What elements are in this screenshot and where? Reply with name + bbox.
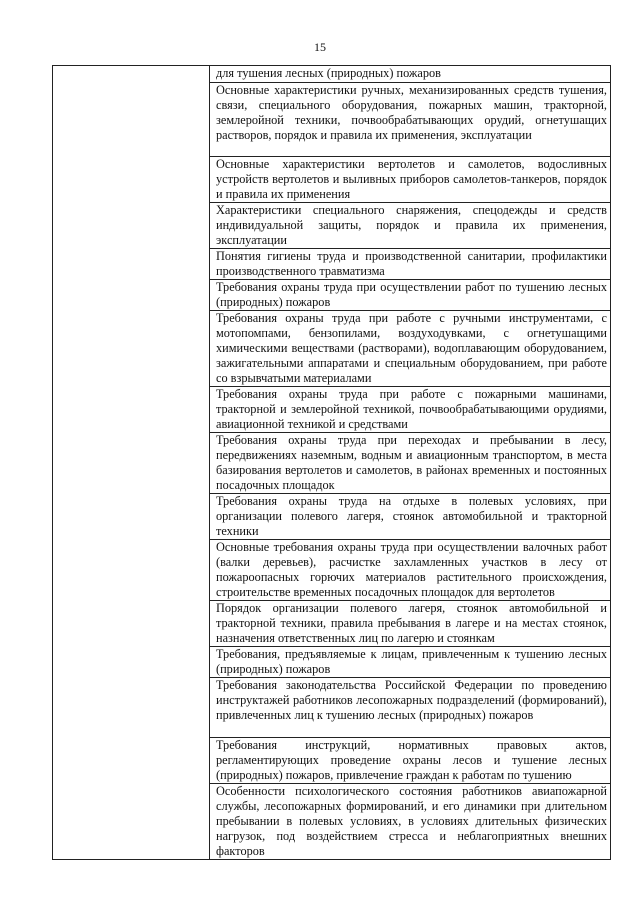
knowledge-text: Требования, предъявляемые к лицам, привлеченным к тушению лесных (природных) пожаров <box>216 647 607 676</box>
knowledge-cell <box>210 311 611 387</box>
knowledge-cell <box>210 433 611 494</box>
knowledge-text: Основные требования охраны труда при осуществлении валочных работ (валки деревьев), расчистке захламленных участков в лесу от пожароопасных горючих материалов растительного происхождения, строительстве временных посадочных площадок для вертолетов <box>216 540 607 599</box>
knowledge-cell <box>210 203 611 249</box>
knowledge-text: Требования охраны труда при работе с ручными инструментами, с мотопомпами, бензопилами, воздуходувками, с огнетушащими химическими веществами (растворами), водоплавающим оборудованием, зажигательными аппаратами и специальным оборудованием, при работе со взрывчатыми материалами <box>216 311 607 385</box>
knowledge-cell <box>210 280 611 311</box>
knowledge-text: для тушения лесных (природных) пожаров <box>216 66 441 80</box>
knowledge-text: Требования охраны труда при работе с пожарными машинами, тракторной и землеройной техникой, почвообрабатывающими орудиями, авиационной техникой и средствами <box>216 387 607 431</box>
knowledge-text: Требования инструкций, нормативных правовых актов, регламентирующих проведение охраны лесов и тушение лесных (природных) пожаров, привлечение граждан к работам по тушению <box>216 738 607 782</box>
knowledge-text: Требования законодательства Российской Федерации по проведению инструктажей работников лесопожарных подразделений (формирований), привлеченных лиц к тушению лесных (природных) пожаров <box>216 678 607 722</box>
knowledge-cell <box>210 540 611 601</box>
knowledge-cell <box>210 601 611 647</box>
knowledge-cell <box>210 249 611 280</box>
knowledge-cell <box>210 387 611 433</box>
knowledge-cell <box>210 738 611 784</box>
left-cell <box>53 66 210 860</box>
knowledge-cell <box>210 647 611 678</box>
knowledge-text: Требования охраны труда при переходах и пребывании в лесу, передвижениях наземным, водным и авиационным транспортом, в места базирования вертолетов и самолетов, в районах временных и постоянных посадочных площадок <box>216 433 607 492</box>
knowledge-cell <box>210 494 611 540</box>
knowledge-text: Требования охраны труда при осуществлении работ по тушению лесных (природных) пожаров <box>216 280 607 309</box>
knowledge-cell <box>210 157 611 203</box>
knowledge-text: Понятия гигиены труда и производственной санитарии, профилактики производственного травматизма <box>216 249 607 278</box>
table-row <box>53 66 611 83</box>
knowledge-cell <box>210 784 611 860</box>
knowledge-text: Особенности психологического состояния работников авиапожарной службы, лесопожарных формирований, и его динамики при длительном пребывании в полевых условиях, в условиях длительных физических нагрузок, под воздействием стресса и неблагоприятных внешних факторов <box>216 784 607 858</box>
page-number: 15 <box>314 40 326 54</box>
knowledge-text: Требования охраны труда на отдыхе в полевых условиях, при организации полевого лагеря, стоянок автомобильной и тракторной техники <box>216 494 607 538</box>
knowledge-text: Порядок организации полевого лагеря, стоянок автомобильной и тракторной техники, правила пребывания в лагере и на местах стоянок, назначения ответственных лиц по лагерю и стоянкам <box>216 601 607 645</box>
knowledge-cell <box>210 66 611 83</box>
knowledge-cell <box>210 83 611 157</box>
knowledge-text: Основные характеристики вертолетов и самолетов, водосливных устройств вертолетов и выливных приборов самолетов-танкеров, порядок и правила их применения <box>216 157 607 201</box>
knowledge-cell <box>210 678 611 738</box>
knowledge-text: Основные характеристики ручных, механизированных средств тушения, связи, специального оборудования, пожарных машин, тракторной, землеройной техники, почвообрабатывающих орудий, огнетушащих растворов, порядок и правила их применения, эксплуатации <box>216 83 607 142</box>
competency-table <box>52 65 611 860</box>
knowledge-text: Характеристики специального снаряжения, спецодежды и средств индивидуальной защиты, порядок и правила их применения, эксплуатации <box>216 203 607 247</box>
